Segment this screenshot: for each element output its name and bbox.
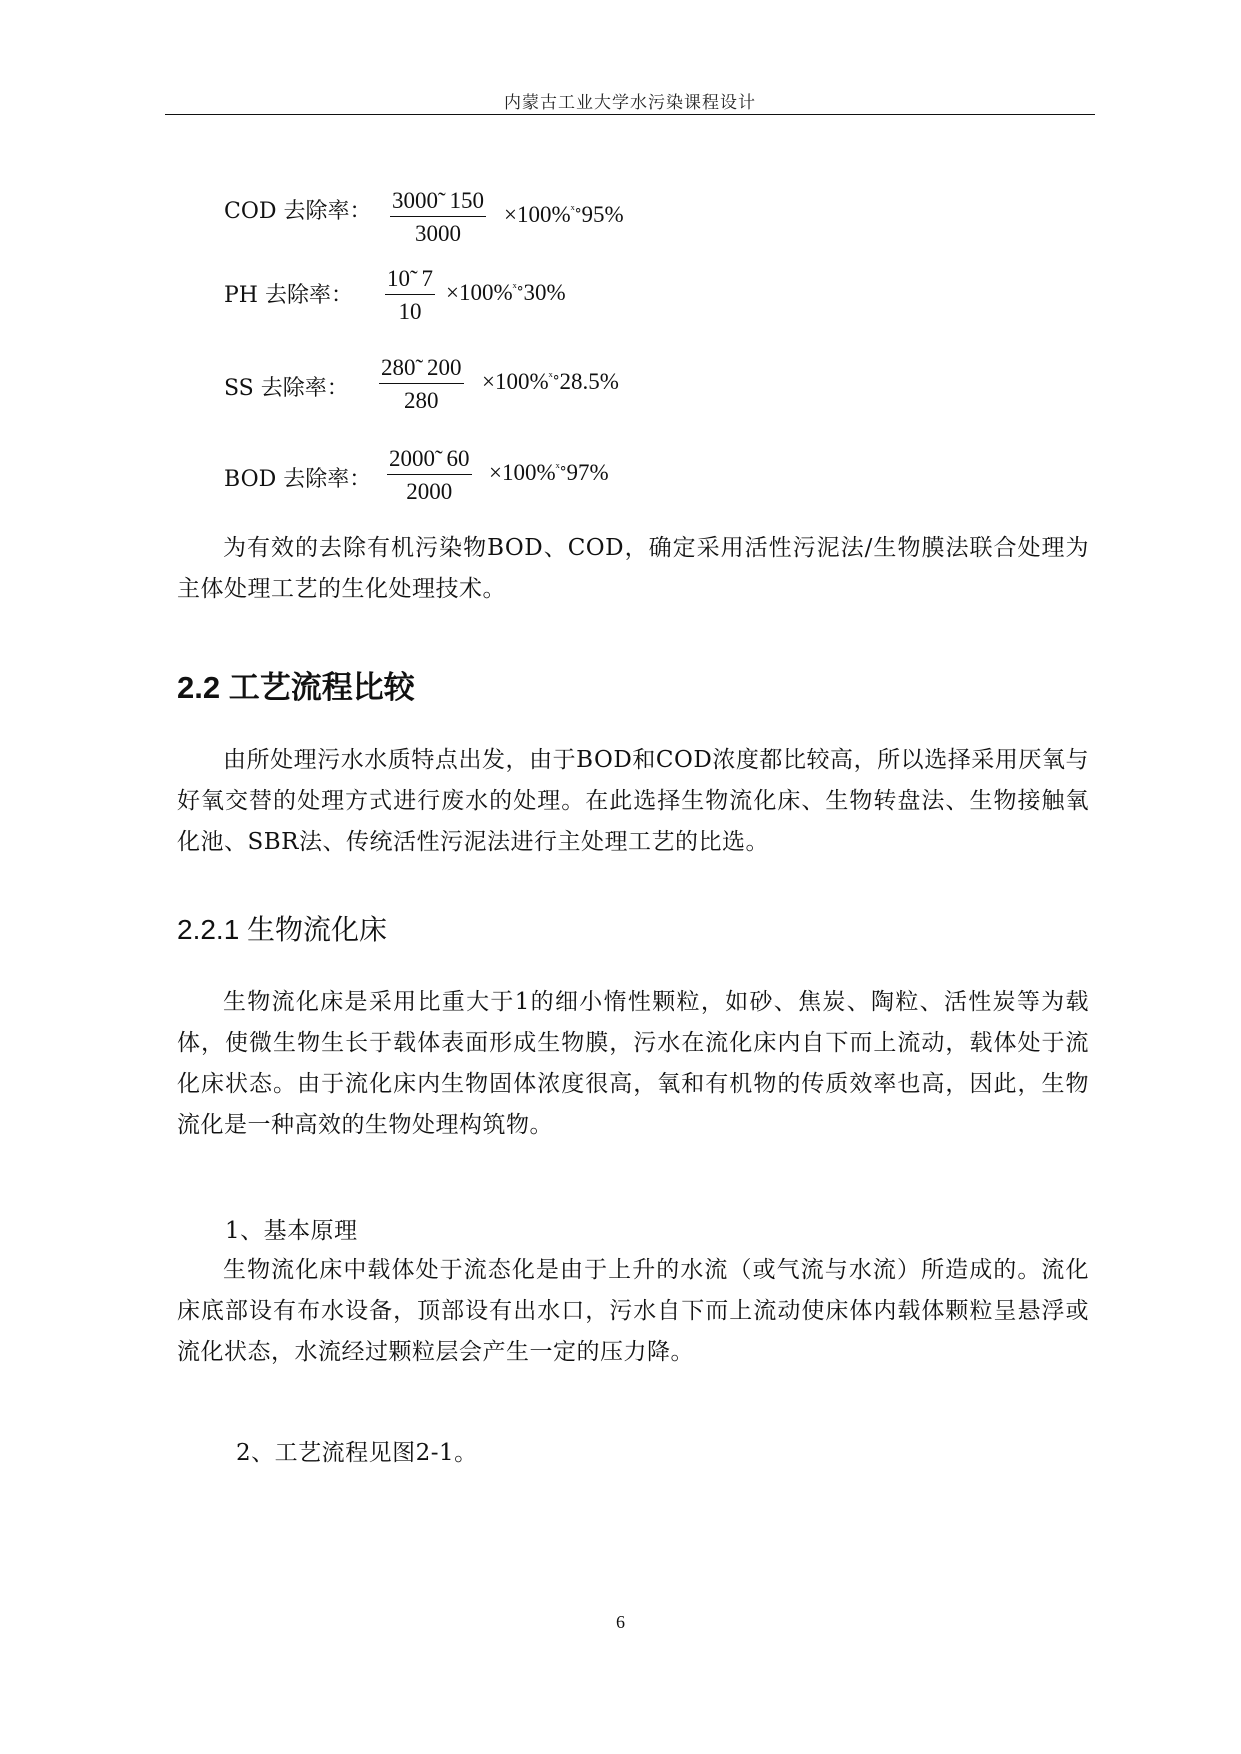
item-2-title: 2、工艺流程见图2-1。 [236,1440,478,1466]
header-rule [165,114,1095,115]
formula-multiplier: ×100% [504,202,571,227]
formula-multiplier: ×100% [489,460,556,485]
formula-result: 95% [581,202,624,227]
formula-denominator: 10 [398,299,422,324]
formula-multiplier: ×100% [446,280,513,305]
formula-numerator: 2000̃ 60 [387,446,472,475]
section-heading-2-2: 2.2 工艺流程比较 [177,670,415,705]
section-2-2-paragraph: 由所处理污水水质特点出发，由于BOD和COD浓度都比较高，所以选择采用厌氧与好氧交替的处理方式进行废水的处理。在此选择生物流化床、生物转盘法、生物接触氧化池、SBR法、传统活性污泥法进行主处理工艺的比选。 [177,747,1089,855]
section-heading-2-2-1: 2.2.1 生物流化床 [177,914,388,945]
formula-fraction [390,188,486,247]
formula-result: 30% [523,280,566,305]
running-header: 内蒙古工业大学水污染课程设计 [504,93,756,113]
formula-fraction [387,446,472,505]
formula-tail [482,369,619,395]
formula-label: PH 去除率： [224,283,353,308]
formula-result: 97% [566,460,609,485]
section-2-2-1-paragraph: 生物流化床是采用比重大于1的细小惰性颗粒，如砂、焦炭、陶粒、活性炭等为载体，使微生物生长于载体表面形成生物膜，污水在流化床内自下而上流动，载体处于流化床状态。由于流化床内生物固体浓度很高，氧和有机物的传质效率也高，因此，生物流化是一种高效的生物处理构筑物。 [177,989,1089,1138]
formula-tail [446,280,566,306]
page-number: 6 [616,1612,625,1632]
formula-fraction [379,355,464,414]
formula-label: COD 去除率： [224,199,372,224]
formula-fraction [385,266,435,325]
formula-tail [489,460,609,486]
intro-paragraph: 为有效的去除有机污染物BOD、COD，确定采用活性污泥法/生物膜法联合处理为主体处理工艺的生化处理技术。 [177,535,1089,602]
formula-label: BOD 去除率： [224,467,372,492]
formula-result: 28.5% [559,369,619,394]
formula-numerator: 3000̃ 150 [390,188,486,217]
formula-label: SS 去除率： [224,376,349,401]
formula-denominator: 3000 [415,221,461,246]
item-1-paragraph: 生物流化床中载体处于流态化是由于上升的水流（或气流与水流）所造成的。流化床底部设有布水设备，顶部设有出水口，污水自下而上流动使床体内载体颗粒呈悬浮或流化状态，水流经过颗粒层会产生一定的压力降。 [177,1257,1089,1365]
formula-numerator: 10̃ 7 [385,266,435,295]
approx-symbol: ˣ∘ [548,370,560,385]
formula-denominator: 280 [404,388,439,413]
formula-tail [504,202,624,228]
formula-multiplier: ×100% [482,369,549,394]
approx-symbol: ˣ∘ [512,281,524,296]
formula-numerator: 280̃ 200 [379,355,464,384]
approx-symbol: ˣ∘ [555,461,567,476]
formula-denominator: 2000 [406,479,453,504]
approx-symbol: ˣ∘ [570,203,582,218]
item-1-title: 1、基本原理 [225,1218,358,1244]
